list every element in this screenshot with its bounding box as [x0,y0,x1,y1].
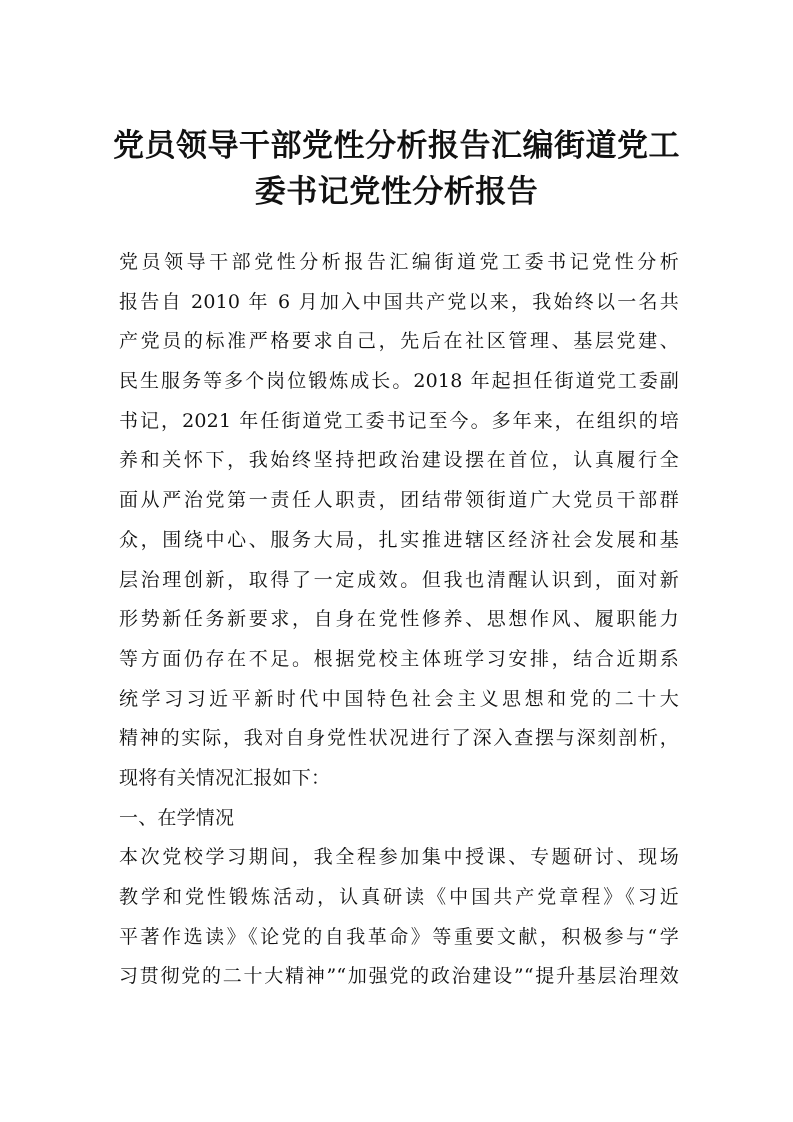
body-line: 面从严治党第一责任人职责，团结带领街道广大党员干部群 [119,489,679,512]
body-line: 精神的实际，我对自身党性状况进行了深入查摆与深刻剖析， [119,727,679,750]
body-line: 教学和党性锻炼活动，认真研读《中国共产党章程》《习近 [119,886,679,908]
section-heading: 一、在学情况 [119,806,235,829]
body-line: 统学习习近平新时代中国特色社会主义思想和党的二十大 [119,687,679,710]
body-line: 众，围绕中心、服务大局，扎实推进辖区经济社会发展和基 [119,528,679,551]
body-line: 平著作选读》《论党的自我革命》等重要文献，积极参与“学 [119,925,679,948]
body-line: 等方面仍存在不足。根据党校主体班学习安排，结合近期系 [119,647,679,670]
body-line: 现将有关情况汇报如下： [119,766,331,789]
body-line: 产党员的标准严格要求自己，先后在社区管理、基层党建、 [119,330,679,353]
body-line: 形势新任务新要求，自身在党性修养、思想作风、履职能力 [119,608,679,631]
body-line: 习贯彻党的二十大精神”“加强党的政治建设”“提升基层治理效 [119,965,679,988]
document-body [119,243,679,997]
body-line: 党员领导干部党性分析报告汇编街道党工委书记党性分析 [119,251,679,273]
body-line: 层治理创新，取得了一定成效。但我也清醒认识到，面对新 [119,568,679,591]
document-title-line-2: 委书记党性分析报告 [254,174,539,210]
document-title-line-1: 党员领导干部党性分析报告汇编街道党工 [113,128,680,164]
body-line: 养和关怀下，我始终坚持把政治建设摆在首位，认真履行全 [119,449,679,472]
body-line: 书记，2021 年任街道党工委书记至今。多年来，在组织的培 [119,409,679,432]
body-line: 本次党校学习期间，我全程参加集中授课、专题研讨、现场 [119,846,679,869]
body-line: 民生服务等多个岗位锻炼成长。2018 年起担任街道党工委副 [119,370,679,393]
body-line: 报告自 2010 年 6 月加入中国共产党以来，我始终以一名共 [119,290,679,313]
